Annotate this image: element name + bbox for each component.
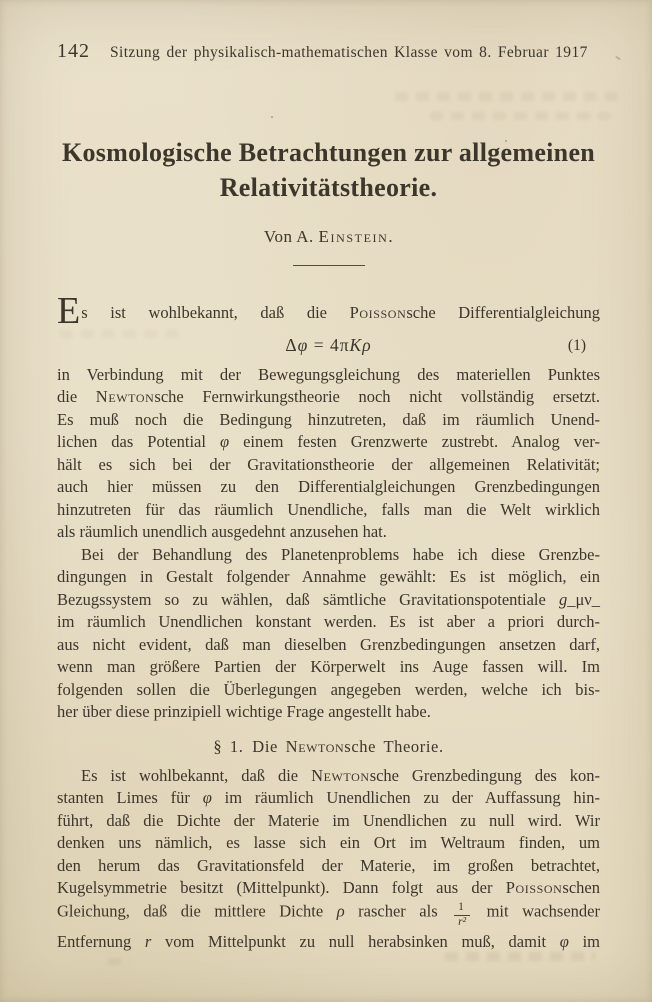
inline-fraction: $\frac{1}{\text{r²}}$ bbox=[454, 902, 470, 929]
text-line: die Newtonsche Fernwirkungstheorie noch nicht vollständig ersetzt. bbox=[57, 387, 600, 406]
paragraph-boundary-conditions bbox=[57, 544, 600, 724]
text-line: aus nicht evident, daß man dieselben Grenzbedingungen ansetzen darf, bbox=[57, 634, 600, 654]
drop-initial: E bbox=[57, 290, 81, 332]
text-line: stanten Limes für φ im räumlich Unendlichen zu der Auffassung hin- bbox=[57, 788, 601, 807]
body-text bbox=[57, 290, 601, 953]
title-line-2: Relativitätstheorie. bbox=[219, 173, 438, 202]
section-1-heading: § 1. Die Newtonsche Theorie. bbox=[213, 736, 444, 756]
text-line: auch hier müssen zu den Differentialgleichungen Grenzbedingungen bbox=[57, 477, 600, 496]
equation-formula: Δφ = 4πKρ bbox=[285, 334, 372, 355]
text-line: lichen das Potential φ einem festen Grenzwerte zustrebt. Analog ver- bbox=[57, 432, 600, 451]
running-head: Sitzung der physikalisch-mathematischen Klasse vom 8. Februar 1917 bbox=[110, 44, 588, 61]
text-line: her über diese prinzipiell wichtige Frage angestellt habe. bbox=[57, 702, 431, 721]
text-line: wenn man größere Partien der Körperwelt ins Auge fassen will. Im bbox=[57, 657, 600, 676]
text-line: führt, daß die Dichte der Materie im Unendlichen zu null wird. Wir bbox=[57, 810, 600, 830]
divider-rule bbox=[293, 265, 365, 266]
opening-line bbox=[57, 290, 600, 332]
opening-line-text: s ist wohlbekannt, daß die Poissonsche Differentialgleichung bbox=[81, 303, 600, 322]
page-number: 142 bbox=[57, 40, 90, 62]
text-line: den herum das Gravitationsfeld der Materie, im großen betrachtet, bbox=[57, 855, 600, 875]
text-line: hinzutreten für das räumlich Unendliche, falls man die Welt wirklich bbox=[57, 499, 600, 519]
text-line: Kugelsymmetrie besitzt (Mittelpunkt). Dann folgt aus der Poissonschen bbox=[57, 878, 600, 897]
text-line: Es ist wohlbekannt, daß die Newtonsche Grenzbedingung des kon- bbox=[81, 765, 600, 785]
text-line: als räumlich unendlich ausgedehnt anzusehen hat. bbox=[57, 522, 387, 541]
text-line: dingungen in Gestalt folgender Annahme gewählt: Es ist möglich, ein bbox=[57, 567, 600, 586]
paragraph-newtonian-theory bbox=[57, 765, 600, 954]
bleed-through-mark bbox=[445, 952, 595, 961]
page-header bbox=[57, 40, 600, 63]
author-byline: Von A. Einstein. bbox=[263, 227, 394, 246]
text-line: Es muß noch die Bedingung hinzutreten, daß im räumlich Unend- bbox=[57, 409, 600, 429]
text-line: Bei der Behandlung des Planetenproblems habe ich diese Grenzbe- bbox=[81, 544, 600, 564]
bleed-through-mark bbox=[108, 958, 130, 965]
text-line: folgenden sollen die Überlegungen angegeben werden, welche ich bis- bbox=[57, 679, 600, 699]
title-line-1: Kosmologische Betrachtungen zur allgemeinen bbox=[61, 138, 596, 167]
text-line: Entfernung r vom Mittelpunkt zu null herabsinken muß, damit φ im bbox=[57, 931, 601, 951]
text-line: hält es sich bei der Gravitationstheorie der allgemeinen Relativität; bbox=[57, 454, 600, 474]
text-line: denken uns nämlich, es lasse sich ein Ort im Weltraum finden, um bbox=[57, 833, 600, 852]
text-line: Gleichung, daß die mittlere Dichte ρ rascher als $\frac{1}{\text{r²}}$ mit wachsender bbox=[57, 900, 600, 928]
text-line: Bezugssystem so zu wählen, daß sämtliche Gravitationspotentiale g_μν_ bbox=[57, 589, 600, 609]
paragraph-intro-continuation bbox=[57, 364, 600, 544]
paper-title bbox=[57, 135, 600, 205]
text-line: in Verbindung mit der Bewegungsgleichung des materiellen Punktes bbox=[57, 364, 600, 384]
text-line: im räumlich Unendlichen konstant werden. Es ist aber a priori durch- bbox=[57, 612, 600, 631]
equation-number: (1) bbox=[567, 336, 586, 354]
equation-1 bbox=[57, 332, 600, 358]
